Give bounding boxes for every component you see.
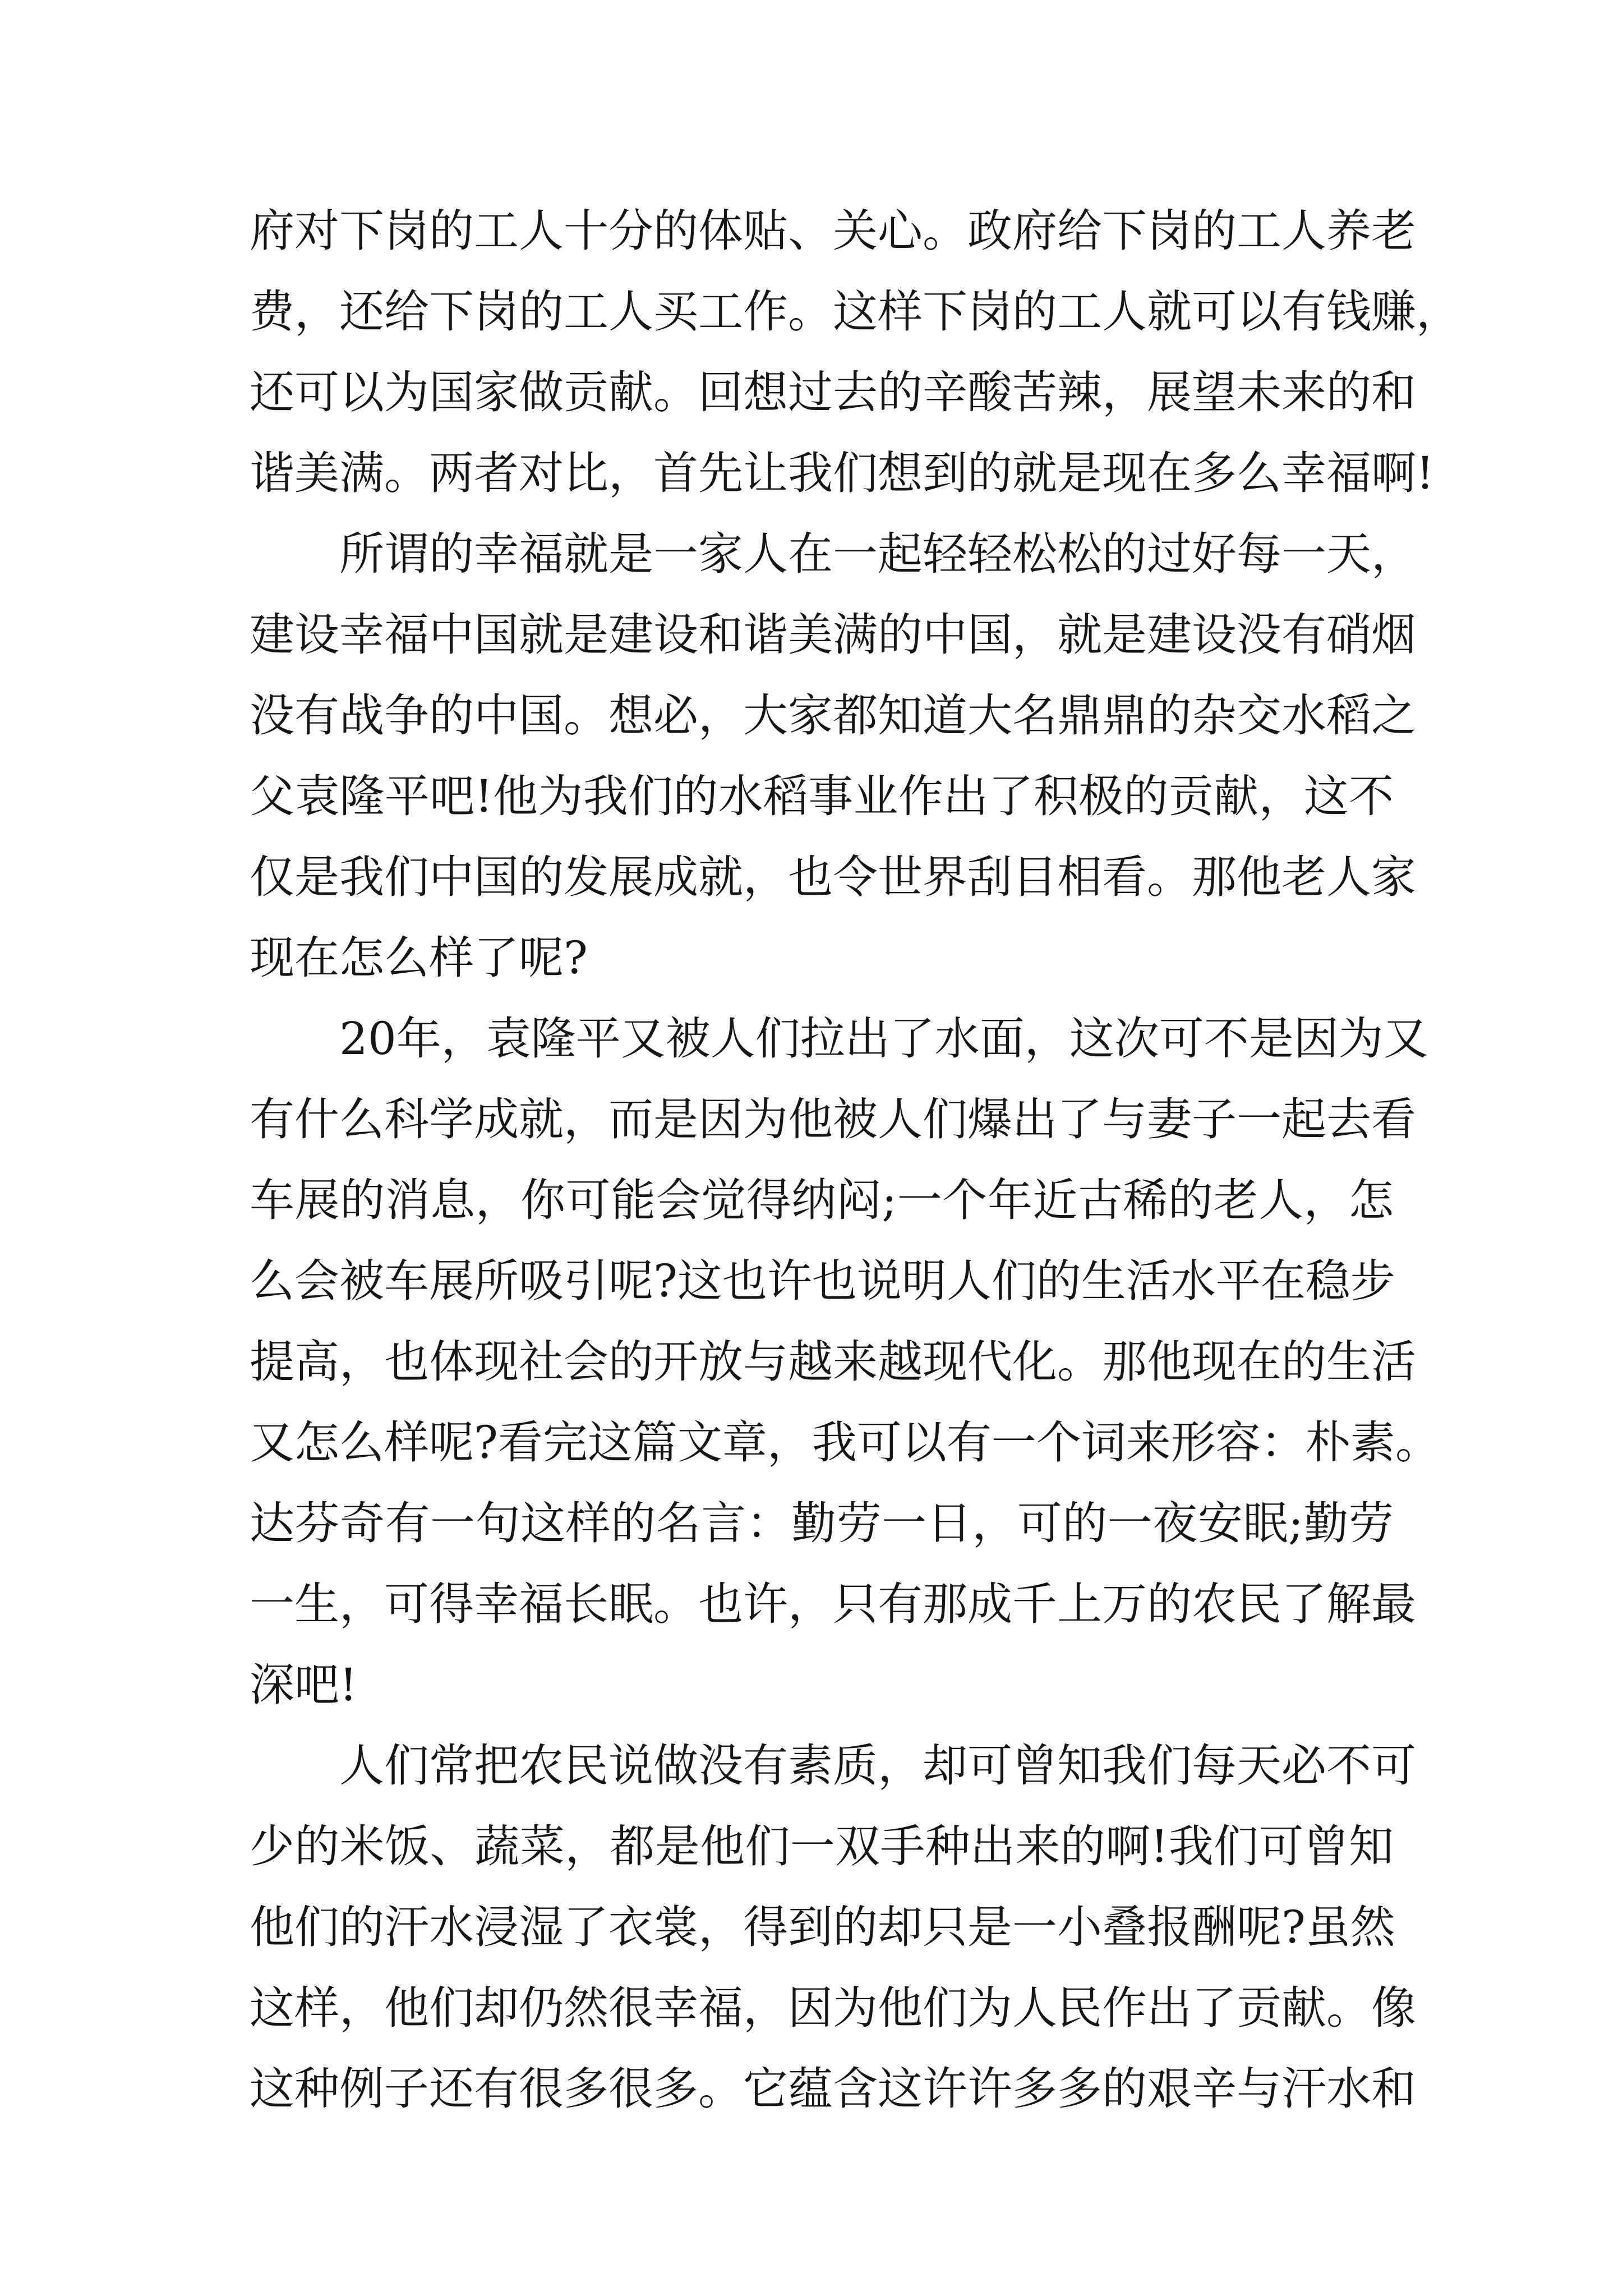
text-line: 谐美满。两者对比，首先让我们想到的就是现在多么幸福啊! [250,447,1435,499]
text-line: 他们的汗水浸湿了衣裳，得到的却只是一小叠报酬呢?虽然 [250,1901,1395,1953]
text-line: 么会被车展所吸引呢?这也许也说明人们的生活水平在稳步 [250,1255,1395,1307]
text-line: 所谓的幸福就是一家人在一起轻轻松松的过好每一天， [339,528,1416,580]
text-line: 达芬奇有一句这样的名言：勤劳一日，可的一夜安眠;勤劳 [250,1497,1394,1549]
text-line: 一生，可得幸福长眠。也许，只有那成千上万的农民了解最 [250,1578,1416,1630]
text-line: 现在怎么样了呢? [250,932,588,984]
text-line: 这种例子还有很多很多。它蕴含这许许多多的艰辛与汗水和 [250,2063,1416,2115]
text-line: 没有战争的中国。想必，大家都知道大名鼎鼎的杂交水稻之 [250,689,1416,742]
paragraph [250,999,1440,1726]
text-line: 建设幸福中国就是建设和谐美满的中国，就是建设没有硝烟 [250,609,1416,661]
text-line: 人们常把农民说做没有素质，却可曾知我们每天必不可 [339,1740,1416,1792]
text-line: 提高，也体现社会的开放与越来越现代化。那他现在的生活 [250,1336,1416,1388]
text-line: 还可以为国家做贡献。回想过去的辛酸苦辣，展望未来的和 [250,366,1416,418]
paragraph [250,191,1461,514]
text-line: 车展的消息，你可能会觉得纳闷;一个年近古稀的老人，怎 [250,1174,1394,1226]
text-line: 又怎么样呢?看完这篇文章，我可以有一个词来形容：朴素。 [250,1416,1440,1469]
paragraph [250,514,1416,999]
text-line: 父袁隆平吧!他为我们的水稻事业作出了积极的贡献，这不 [250,770,1394,822]
text-line: 费，还给下岗的工人买工作。这样下岗的工人就可以有钱赚， [250,286,1461,338]
text-line: 府对下岗的工人十分的体贴、关心。政府给下岗的工人养老 [250,205,1416,257]
text-line: 少的米饭、蔬菜，都是他们一双手种出来的啊!我们可曾知 [250,1820,1394,1872]
text-line: 有什么科学成就，而是因为他被人们爆出了与妻子一起去看 [250,1093,1416,1145]
document-body [250,191,1461,2129]
text-line: 这样，他们却仍然很幸福，因为他们为人民作出了贡献。像 [250,1982,1416,2034]
text-line: 20年，袁隆平又被人们拉出了水面，这次可不是因为又 [339,1013,1428,1065]
text-line: 仅是我们中国的发展成就，也令世界刮目相看。那他老人家 [250,851,1416,903]
text-line: 深吧! [250,1659,358,1711]
paragraph [250,1726,1416,2129]
